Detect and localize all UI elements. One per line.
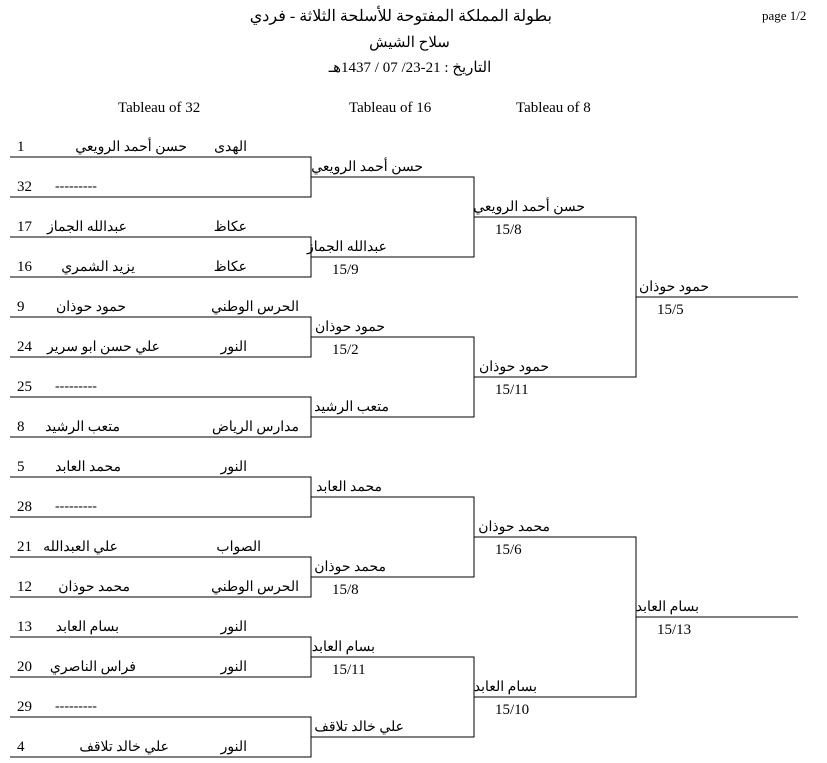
t16-winner-name: حمود حوذان xyxy=(314,320,385,335)
t16-score: 15/2 xyxy=(332,342,359,358)
club-name: النور xyxy=(220,620,247,635)
seed-number: 5 xyxy=(17,459,25,475)
t4-score: 15/13 xyxy=(657,622,692,638)
fencer-name: علي خالد تلاقف xyxy=(79,740,169,755)
fencer-name: محمد حوذان xyxy=(58,580,130,595)
fencer-name: يزيد الشمري xyxy=(61,260,135,275)
club-name: الهدى xyxy=(214,140,247,155)
seed-number: 8 xyxy=(17,419,25,435)
fencer-name: بسام العابد xyxy=(55,620,119,635)
seed-number: 20 xyxy=(17,659,32,675)
column-tableau-16: Tableau of 16 xyxy=(349,100,432,116)
t16-winner-name: حسن أحمد الرويعي xyxy=(311,160,423,175)
t16-winner-name: بسام العابد xyxy=(311,640,375,655)
column-tableau-32: Tableau of 32 xyxy=(118,100,201,116)
fencer-name: --------- xyxy=(55,499,97,514)
seed-number: 1 xyxy=(17,139,25,155)
fencer-name: --------- xyxy=(55,379,97,394)
t4-winner-name: حمود حوذان xyxy=(638,280,709,295)
seed-number: 24 xyxy=(17,339,32,355)
t16-winner-name: محمد حوذان xyxy=(314,560,386,575)
fencer-name: علي العبدالله xyxy=(43,540,118,555)
club-name: عكاظ xyxy=(213,260,247,275)
fencer-name: --------- xyxy=(55,179,97,194)
seed-number: 9 xyxy=(17,299,25,315)
seed-number: 12 xyxy=(17,579,32,595)
club-name: النور xyxy=(220,660,247,675)
t16-score: 15/8 xyxy=(332,582,359,598)
seed-number: 25 xyxy=(17,379,32,395)
event-date: التاريخ : 21-23/ 07 / 1437هـ xyxy=(328,60,492,76)
club-name: النور xyxy=(220,740,247,755)
club-name: الصواب xyxy=(216,540,261,555)
seed-number: 4 xyxy=(17,739,25,755)
club-name: مدارس الرياض xyxy=(211,420,299,435)
fencer-name: فراس الناصري xyxy=(49,660,136,675)
fencer-name: حسن أحمد الرويعي xyxy=(75,140,187,155)
t16-winner-name: متعب الرشيد xyxy=(314,400,389,415)
t8-score: 15/10 xyxy=(495,702,530,718)
fencer-name: علي حسن ابو سرير xyxy=(46,340,160,355)
fencer-name: متعب الرشيد xyxy=(45,420,120,435)
t8-score: 15/6 xyxy=(495,542,522,558)
club-name: النور xyxy=(220,460,247,475)
t16-score: 15/11 xyxy=(332,662,366,678)
page-title: بطولة المملكة المفتوحة للأسلحة الثلاثة - فردي xyxy=(249,8,552,25)
fencer-name: --------- xyxy=(55,699,97,714)
t8-winner-name: محمد حوذان xyxy=(478,520,550,535)
t16-winner-name: علي خالد تلاقف xyxy=(314,720,404,735)
club-name: عكاظ xyxy=(213,220,247,235)
seed-number: 21 xyxy=(17,539,32,555)
fencer-name: حمود حوذان xyxy=(55,300,126,315)
fencer-name: محمد العابد xyxy=(55,460,121,475)
weapon-subtitle: سلاح الشيش xyxy=(369,35,450,51)
t8-score: 15/11 xyxy=(495,382,529,398)
page-number: page 1/2 xyxy=(762,8,807,23)
t8-winner-name: بسام العابد xyxy=(473,680,537,695)
t4-score: 15/5 xyxy=(657,302,684,318)
column-tableau-8: Tableau of 8 xyxy=(516,100,591,116)
seed-number: 28 xyxy=(17,499,32,515)
t8-winner-name: حمود حوذان xyxy=(478,360,549,375)
t16-winner-name: عبدالله الجماز xyxy=(306,240,387,255)
t16-score: 15/9 xyxy=(332,262,359,278)
club-name: الحرس الوطني xyxy=(211,580,299,595)
fencer-name: عبدالله الجماز xyxy=(46,220,127,235)
club-name: الحرس الوطني xyxy=(211,300,299,315)
seed-number: 29 xyxy=(17,699,32,715)
t8-winner-name: حسن أحمد الرويعي xyxy=(473,200,585,215)
club-name: النور xyxy=(220,340,247,355)
seed-number: 32 xyxy=(17,179,32,195)
t16-winner-name: محمد العابد xyxy=(316,480,382,495)
seed-number: 16 xyxy=(17,259,32,275)
t8-score: 15/8 xyxy=(495,222,522,238)
seed-number: 13 xyxy=(17,619,32,635)
seed-number: 17 xyxy=(17,219,32,235)
t4-winner-name: بسام العابد xyxy=(635,600,699,615)
